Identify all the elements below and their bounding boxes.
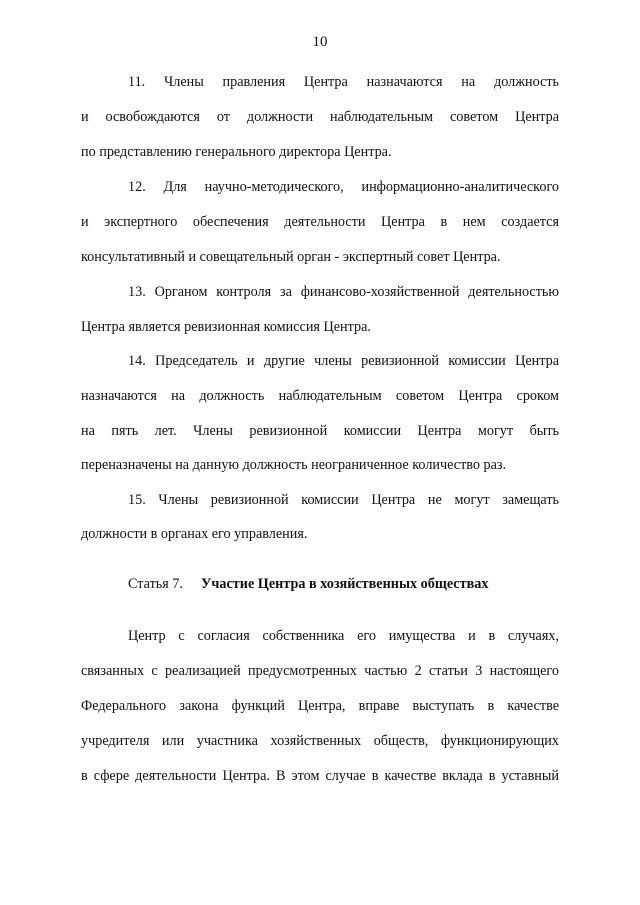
- para11-line3: по представлению генерального директора Центра.: [81, 144, 392, 160]
- para12-line1: 12. Для научно-методического, информационно-аналитического: [128, 179, 559, 195]
- para14-line1: 14. Председатель и другие члены ревизионной комиссии Центра: [128, 353, 559, 369]
- para11-line2: и освобождаются от должности наблюдательным советом Центра: [81, 109, 559, 125]
- para14-line3: на пять лет. Члены ревизионной комиссии Центра могут быть: [81, 423, 559, 439]
- article-label: Статья 7.: [128, 576, 183, 592]
- article-para-line5: в сфере деятельности Центра. В этом случае в качестве вклада в уставный: [81, 768, 559, 784]
- article-para-line2: связанных с реализацией предусмотренных частью 2 статьи 3 настоящего: [81, 663, 559, 679]
- para14-line2: назначаются на должность наблюдательным советом Центра сроком: [81, 388, 559, 404]
- article-para-line1: Центр с согласия собственника его имущества и в случаях,: [128, 628, 559, 644]
- para15-line1: 15. Члены ревизионной комиссии Центра не могут замещать: [128, 492, 559, 508]
- para14-line4: переназначены на данную должность неограниченное количество раз.: [81, 457, 507, 473]
- article-title: Участие Центра в хозяйственных обществах: [201, 576, 489, 592]
- article-para-line3: Федерального закона функций Центра, вправе выступать в качестве: [81, 698, 559, 714]
- para12-line2: и экспертного обеспечения деятельности Центра в нем создается: [81, 214, 559, 230]
- para13-line1: 13. Органом контроля за финансово-хозяйственной деятельностью: [128, 284, 559, 300]
- article-para-line4: учредителя или участника хозяйственных обществ, функционирующих: [81, 733, 559, 749]
- para15-line2: должности в органах его управления.: [81, 526, 308, 542]
- para11-line1: 11. Члены правления Центра назначаются на должность: [128, 74, 559, 90]
- para13-line2: Центра является ревизионная комиссия Центра.: [81, 319, 371, 335]
- para12-line3: консультативный и совещательный орган - экспертный совет Центра.: [81, 249, 501, 265]
- page-number: 10: [312, 34, 328, 50]
